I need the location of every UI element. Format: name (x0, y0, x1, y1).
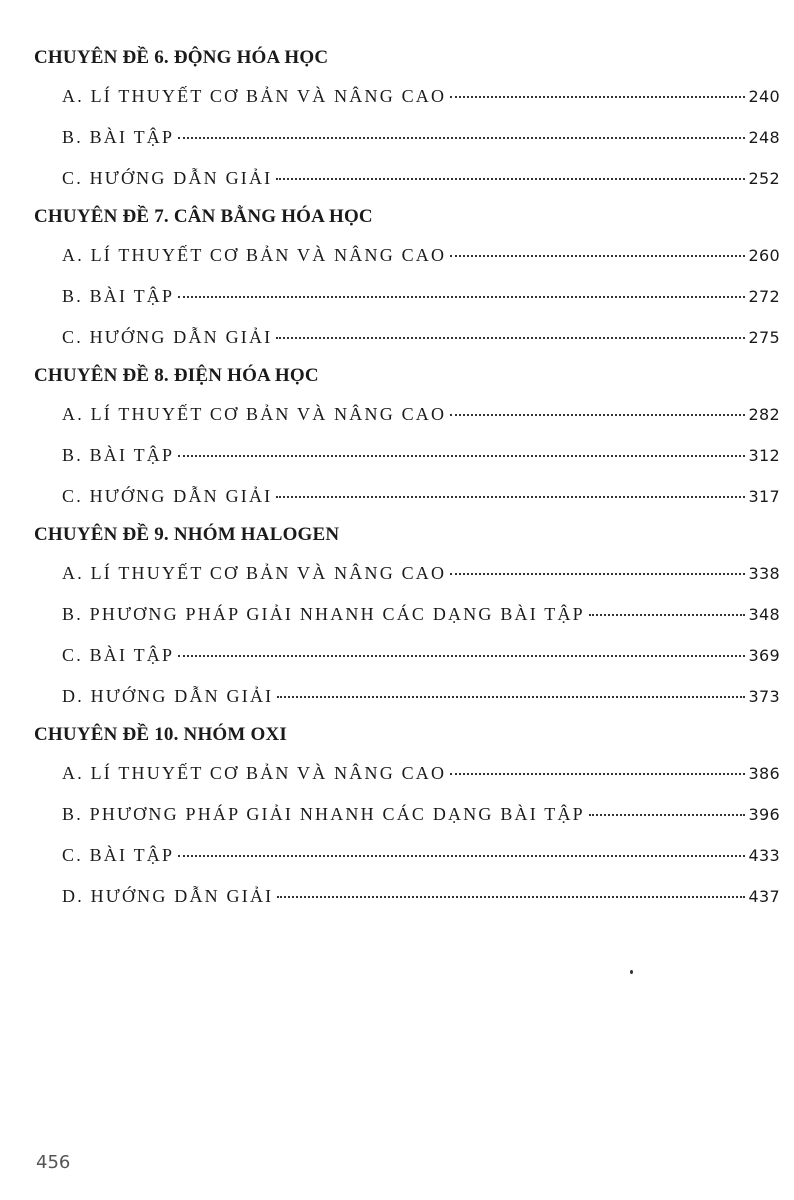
chapter-7 (34, 199, 780, 358)
entry-label: B. BÀI TẬP (62, 286, 175, 306)
dot-leader (276, 337, 744, 339)
entry-label: C. HƯỚNG DẪN GIẢI (62, 327, 273, 347)
entry-page: 272 (748, 287, 780, 306)
dot-leader (589, 614, 745, 616)
entry-page: 282 (748, 405, 780, 424)
toc-entry[interactable] (34, 235, 780, 276)
entry-page: 433 (748, 846, 780, 865)
toc-entry[interactable] (34, 753, 780, 794)
entry-page: 396 (748, 805, 780, 824)
dot-leader (277, 696, 744, 698)
entry-label: C. BÀI TẬP (62, 845, 175, 865)
chapter-title: CHUYÊN ĐỀ 8. ĐIỆN HÓA HỌC (34, 365, 319, 386)
entry-label: D. HƯỚNG DẪN GIẢI (62, 686, 274, 706)
dot-leader (450, 573, 744, 575)
entry-label: A. LÍ THUYẾT CƠ BẢN VÀ NÂNG CAO (62, 245, 447, 265)
toc-entry[interactable] (34, 317, 780, 358)
entry-page: 317 (748, 487, 780, 506)
toc-entry[interactable] (34, 794, 780, 835)
dot-leader (178, 137, 744, 139)
entry-label: B. BÀI TẬP (62, 127, 175, 147)
entry-page: 248 (748, 128, 780, 147)
toc-entry[interactable] (34, 394, 780, 435)
entry-label: B. PHƯƠNG PHÁP GIẢI NHANH CÁC DẠNG BÀI TẬP (62, 604, 585, 624)
chapter-6 (34, 40, 780, 199)
entry-label: A. LÍ THUYẾT CƠ BẢN VÀ NÂNG CAO (62, 86, 447, 106)
chapter-title: CHUYÊN ĐỀ 7. CÂN BẰNG HÓA HỌC (34, 206, 373, 227)
dot-leader (450, 414, 744, 416)
dot-leader (178, 455, 744, 457)
toc-entry[interactable] (34, 76, 780, 117)
chapter-10 (34, 717, 780, 917)
entry-page: 275 (748, 328, 780, 347)
entry-page: 373 (748, 687, 780, 706)
entry-page: 348 (748, 605, 780, 624)
entry-page: 369 (748, 646, 780, 665)
entry-label: C. HƯỚNG DẪN GIẢI (62, 486, 273, 506)
print-speck (630, 970, 633, 974)
entry-label: B. BÀI TẬP (62, 445, 175, 465)
entry-page: 260 (748, 246, 780, 265)
toc-entry[interactable] (34, 435, 780, 476)
entry-page: 252 (748, 169, 780, 188)
dot-leader (450, 773, 744, 775)
page-number: 456 (36, 1152, 71, 1173)
dot-leader (450, 255, 744, 257)
entry-label: A. LÍ THUYẾT CƠ BẢN VÀ NÂNG CAO (62, 404, 447, 424)
entry-page: 240 (748, 87, 780, 106)
chapter-title: CHUYÊN ĐỀ 10. NHÓM OXI (34, 724, 287, 745)
entry-page: 386 (748, 764, 780, 783)
toc-entry[interactable] (34, 158, 780, 199)
toc-entry[interactable] (34, 835, 780, 876)
entry-page: 437 (748, 887, 780, 906)
chapter-8 (34, 358, 780, 517)
entry-label: C. HƯỚNG DẪN GIẢI (62, 168, 273, 188)
dot-leader (277, 896, 744, 898)
toc-entry[interactable] (34, 594, 780, 635)
toc-entry[interactable] (34, 676, 780, 717)
dot-leader (589, 814, 745, 816)
entry-label: B. PHƯƠNG PHÁP GIẢI NHANH CÁC DẠNG BÀI TẬP (62, 804, 585, 824)
toc-entry[interactable] (34, 635, 780, 676)
entry-label: D. HƯỚNG DẪN GIẢI (62, 886, 274, 906)
chapter-title: CHUYÊN ĐỀ 6. ĐỘNG HÓA HỌC (34, 47, 329, 68)
toc-entry[interactable] (34, 476, 780, 517)
entry-label: A. LÍ THUYẾT CƠ BẢN VÀ NÂNG CAO (62, 563, 447, 583)
entry-label: C. BÀI TẬP (62, 645, 175, 665)
table-of-contents (34, 40, 780, 917)
entry-page: 312 (748, 446, 780, 465)
entry-page: 338 (748, 564, 780, 583)
chapter-9 (34, 517, 780, 717)
entry-label: A. LÍ THUYẾT CƠ BẢN VÀ NÂNG CAO (62, 763, 447, 783)
chapter-title: CHUYÊN ĐỀ 9. NHÓM HALOGEN (34, 524, 340, 545)
toc-entry[interactable] (34, 276, 780, 317)
dot-leader (178, 296, 744, 298)
dot-leader (178, 655, 744, 657)
toc-entry[interactable] (34, 553, 780, 594)
dot-leader (178, 855, 744, 857)
dot-leader (276, 178, 744, 180)
toc-entry[interactable] (34, 117, 780, 158)
dot-leader (450, 96, 744, 98)
toc-entry[interactable] (34, 876, 780, 917)
dot-leader (276, 496, 744, 498)
